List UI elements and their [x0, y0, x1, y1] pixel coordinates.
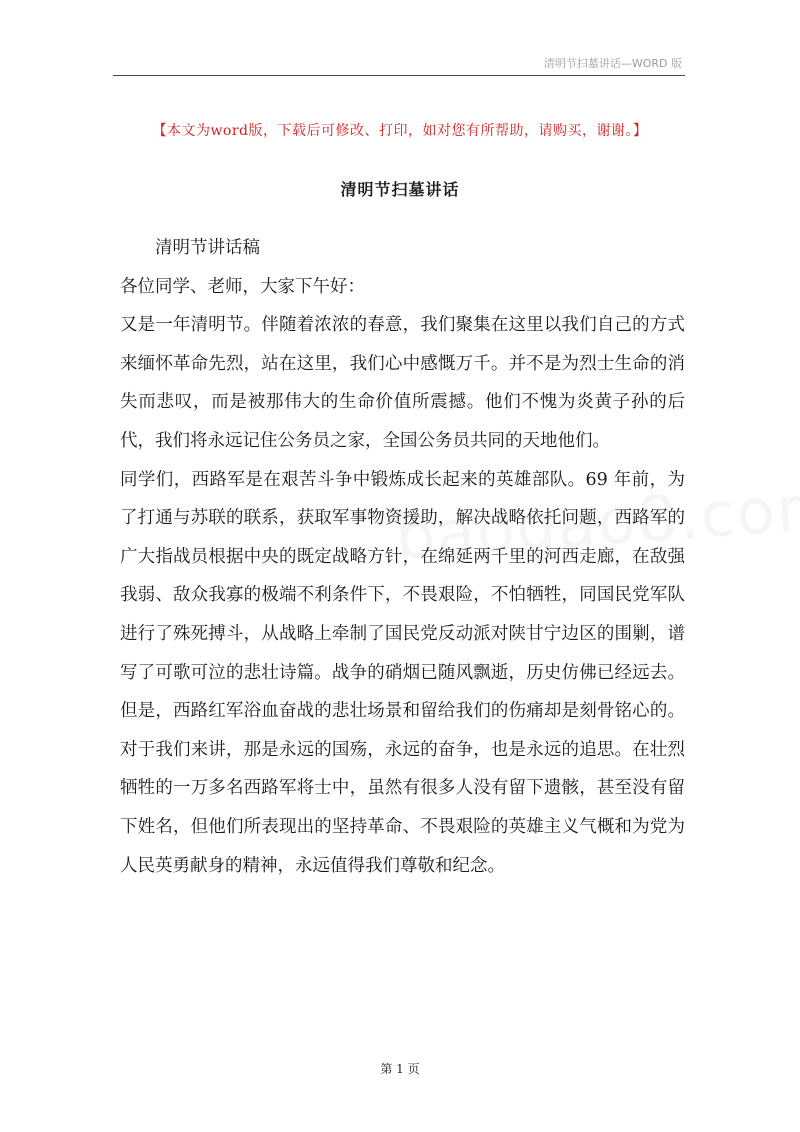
running-header: 清明节扫墓讲话—WORD 版 — [543, 57, 682, 70]
download-notice: 【本文为word版，下载后可修改、打印，如对您有所帮助，请购买，谢谢。】 — [152, 123, 648, 139]
page-number: 第 1 页 — [380, 1062, 420, 1076]
paragraph-greeting: 各位同学、老师，大家下午好： — [120, 276, 365, 297]
paragraph-intro: 又是一年清明节。伴随着浓浓的春意，我们聚集在这里以我们自己的方式来缅怀革命先烈，站在这里，我们心中感慨万千。并不是为烈士生命的消失而悲叹，而是被那伟大的生命价值所震撼。他们不愧为炎黄子孙的后代，我们将永远记住公务员之家，全国公务员共同的天地他们。 — [120, 315, 685, 451]
header-divider — [113, 75, 685, 76]
document-title: 清明节扫墓讲话 — [340, 180, 460, 199]
paragraph-subtitle: 清明节讲话稿 — [155, 238, 260, 258]
paragraph-history: 同学们，西路军是在艰苦斗争中锻炼成长起来的英雄部队。69 年前，为了打通与苏联的联系，获取军事物资援助，解决战略依托问题，西路军的广大指战员根据中央的既定战略方针，在绵延两千里的河西走廊，在敌强我弱、敌众我寡的极端不利条件下，不畏艰险，不怕牺牲，同国民党军队进行了殊死搏斗，从战略上牵制了国民党反动派对陕甘宁边区的围剿，谱写了可歌可泣的悲壮诗篇。战争的硝烟已随风飘逝，历史仿佛已经远去。但是，西路红军浴血奋战的悲壮场景和留给我们的伤痛却是刻骨铭心的。对于我们来讲，那是永远的国殇，永远的奋争，也是永远的追思。在壮烈牺牲的一万多名西路军将士中，虽然有很多人没有留下遗骸，甚至没有留下姓名，但他们所表现出的坚持革命、不畏艰险的英雄主义气概和为党为人民英勇献身的精神，永远值得我们尊敬和纪念。 — [120, 469, 685, 876]
document-body — [120, 229, 685, 885]
